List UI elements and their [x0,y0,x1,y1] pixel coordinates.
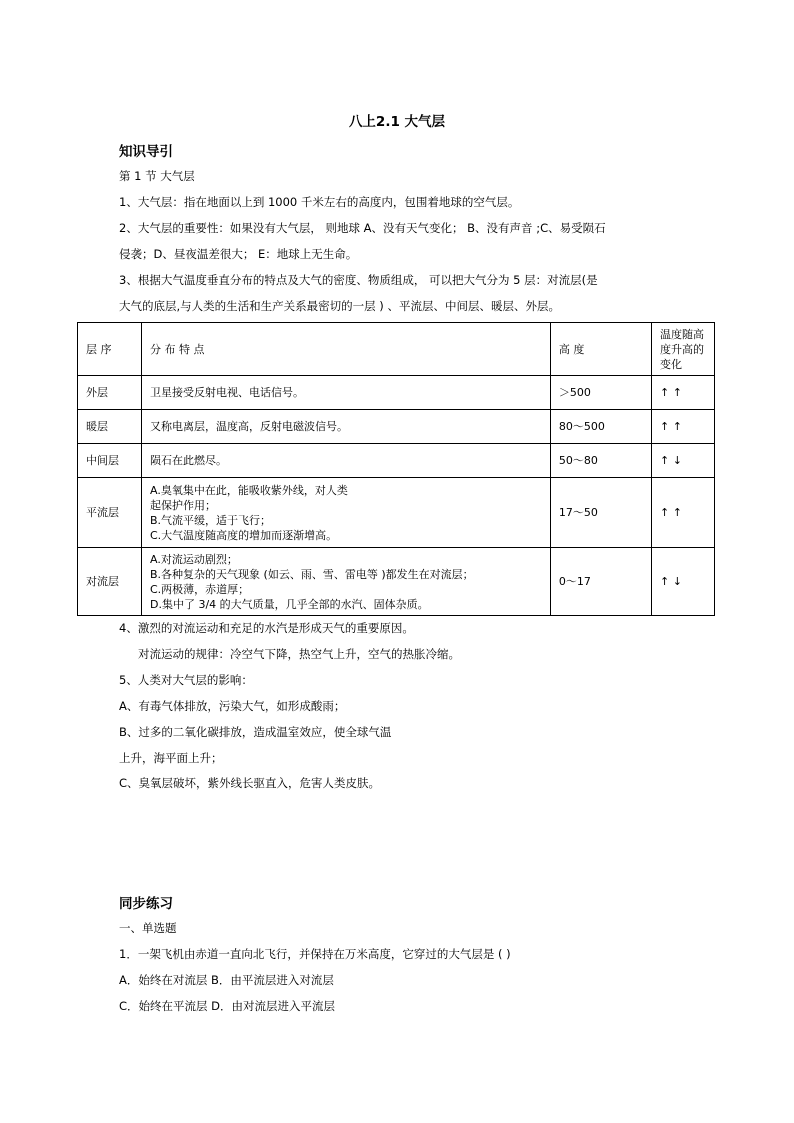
knowledge-heading: 知识导引 [119,144,173,160]
row-layer: 平流层 [78,478,142,548]
row-height: 17～50 [550,478,651,548]
row-height: 50～80 [550,444,651,478]
table-row [78,444,715,478]
practice-section: 一、单选题 [119,921,177,935]
header-features: 分 布 特 点 [142,323,551,376]
header-height: 高 度 [550,323,651,376]
feature-line: D.集中了 3/4 的大气质量，几乎全部的水汽、固体杂质。 [150,597,429,611]
header-temp-line: 变化 [660,357,682,371]
row-features: 又称电离层，温度高，反射电磁波信号。 [142,410,551,444]
after-table-line-5: 5、人类对大气层的影响： [119,673,253,687]
header-temp-line: 度升高的 [660,342,704,356]
feature-line: B.各种复杂的天气现象 (如云、雨、雪、雷电等 )都发生在对流层； [150,567,474,581]
row-temp-change: ↑ ↑ [652,410,715,444]
impact-a: A、有毒气体排放，污染大气，如形成酸雨； [119,699,346,713]
feature-line: 起保护作用； [150,498,216,512]
row-height: 80～500 [550,410,651,444]
atmosphere-layers-table [77,322,715,616]
row-height: ＞500 [550,376,651,410]
row-temp-change: ↑ ↓ [652,548,715,616]
header-temp-line: 温度随高 [660,327,704,341]
row-features: 陨石在此燃尽。 [142,444,551,478]
knowledge-line-3: 侵袭；D、昼夜温差很大； E：地球上无生命。 [119,247,358,261]
header-layer: 层 序 [78,323,142,376]
row-layer: 对流层 [78,548,142,616]
feature-line: A.臭氧集中在此，能吸收紫外线，对人类 [150,483,348,497]
practice-heading: 同步练习 [119,896,173,912]
table-row [78,478,715,548]
feature-line: C.两极薄，赤道厚； [150,582,250,596]
row-features [142,478,551,548]
row-layer: 外层 [78,376,142,410]
knowledge-line-5: 大气的底层,与人类的生活和生产关系最密切的一层 ) 、平流层、中间层、暖层、外层。 [119,299,560,313]
row-temp-change: ↑ ↓ [652,444,715,478]
table-row [78,410,715,444]
feature-line: A.对流运动剧烈； [150,552,238,566]
convection-rule: 对流运动的规律：冷空气下降，热空气上升，空气的热胀冷缩。 [138,647,460,661]
table-row [78,548,715,616]
row-layer: 中间层 [78,444,142,478]
section-line: 第 1 节 大气层 [119,169,195,183]
knowledge-line-2: 2、大气层的重要性：如果没有大气层， 则地球 A、没有天气变化； B、没有声音 ;C、易受陨石 [119,221,606,235]
table-row [78,376,715,410]
question-1-options-ab: A．始终在对流层 B．由平流层进入对流层 [119,973,334,987]
row-height: 0～17 [550,548,651,616]
knowledge-line-4: 3、根据大气温度垂直分布的特点及大气的密度、物质组成， 可以把大气分为 5 层：对流层(是 [119,273,598,287]
feature-line: B.气流平缓，适于飞行； [150,513,272,527]
knowledge-line-1: 1、大气层：指在地面以上到 1000 千米左右的高度内，包围着地球的空气层。 [119,195,520,209]
impact-b: B、过多的二氧化碳排放，造成温室效应，使全球气温 [119,725,392,739]
row-layer: 暖层 [78,410,142,444]
row-features [142,548,551,616]
doc-title: 八上2.1 大气层 [348,114,446,130]
question-1-options-cd: C．始终在平流层 D．由对流层进入平流层 [119,999,336,1013]
table-header-row [78,323,715,376]
row-temp-change: ↑ ↑ [652,478,715,548]
feature-line: C.大气温度随高度的增加而逐渐增高。 [150,528,338,542]
question-1: 1．一架飞机由赤道一直向北飞行，并保持在万米高度，它穿过的大气层是 ( ) [119,947,511,961]
impact-b-cont: 上升，海平面上升； [119,751,223,765]
header-temp-change [652,323,715,376]
impact-c: C、臭氧层破坏，紫外线长驱直入，危害人类皮肤。 [119,776,381,790]
after-table-line-4: 4、激烈的对流运动和充足的水汽是形成天气的重要原因。 [119,621,414,635]
row-features: 卫星接受反射电视、电话信号。 [142,376,551,410]
row-temp-change: ↑ ↑ [652,376,715,410]
